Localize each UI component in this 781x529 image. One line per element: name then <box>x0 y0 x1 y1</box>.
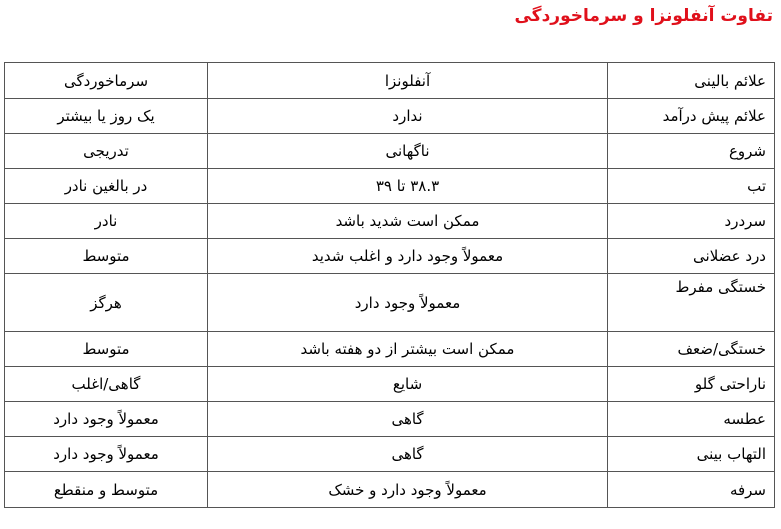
row-influenza-value: ناگهانی <box>208 134 608 169</box>
header-common-cold: سرماخوردگی <box>5 63 208 99</box>
row-sign: خستگی مفرط <box>608 274 775 332</box>
table-row <box>5 437 775 472</box>
row-cold-value: نادر <box>5 204 208 239</box>
row-sign: ناراحتی گلو <box>608 367 775 402</box>
comparison-table <box>4 62 775 508</box>
row-influenza-value: ۳۸.۳ تا ۳۹ <box>208 169 608 204</box>
row-cold-value: گاهی/اغلب <box>5 367 208 402</box>
row-cold-value: هرگز <box>5 274 208 332</box>
row-influenza-value: معمولاً وجود دارد <box>208 274 608 332</box>
row-sign: عطسه <box>608 402 775 437</box>
row-sign: شروع <box>608 134 775 169</box>
row-influenza-value: ندارد <box>208 99 608 134</box>
table-row <box>5 472 775 508</box>
row-influenza-value: ممکن است بیشتر از دو هفته باشد <box>208 332 608 367</box>
row-influenza-value: معمولاً وجود دارد و اغلب شدید <box>208 239 608 274</box>
row-sign: درد عضلانی <box>608 239 775 274</box>
row-sign: خستگی/ضعف <box>608 332 775 367</box>
table-row <box>5 99 775 134</box>
row-influenza-value: گاهی <box>208 402 608 437</box>
row-cold-value: متوسط <box>5 332 208 367</box>
table-row <box>5 274 775 332</box>
row-cold-value: تدریجی <box>5 134 208 169</box>
row-cold-value: متوسط و منقطع <box>5 472 208 508</box>
table-header-row <box>5 63 775 99</box>
row-influenza-value: معمولاً وجود دارد و خشک <box>208 472 608 508</box>
row-cold-value: در بالغین نادر <box>5 169 208 204</box>
row-sign: التهاب بینی <box>608 437 775 472</box>
row-cold-value: معمولاً وجود دارد <box>5 402 208 437</box>
row-sign: سرفه <box>608 472 775 508</box>
table-row <box>5 169 775 204</box>
row-influenza-value: گاهی <box>208 437 608 472</box>
table-row <box>5 204 775 239</box>
row-cold-value: معمولاً وجود دارد <box>5 437 208 472</box>
row-cold-value: متوسط <box>5 239 208 274</box>
row-influenza-value: شایع <box>208 367 608 402</box>
header-influenza: آنفلونزا <box>208 63 608 99</box>
table-row <box>5 332 775 367</box>
row-cold-value: یک روز یا بیشتر <box>5 99 208 134</box>
row-influenza-value: ممکن است شدید باشد <box>208 204 608 239</box>
page-title: تفاوت آنفلونزا و سرماخوردگی <box>514 6 773 26</box>
header-clinical-signs: علائم بالینی <box>608 63 775 99</box>
row-sign: تب <box>608 169 775 204</box>
row-sign: سردرد <box>608 204 775 239</box>
table-row <box>5 239 775 274</box>
table-row <box>5 134 775 169</box>
row-sign: علائم پیش درآمد <box>608 99 775 134</box>
table-row <box>5 367 775 402</box>
table-row <box>5 402 775 437</box>
